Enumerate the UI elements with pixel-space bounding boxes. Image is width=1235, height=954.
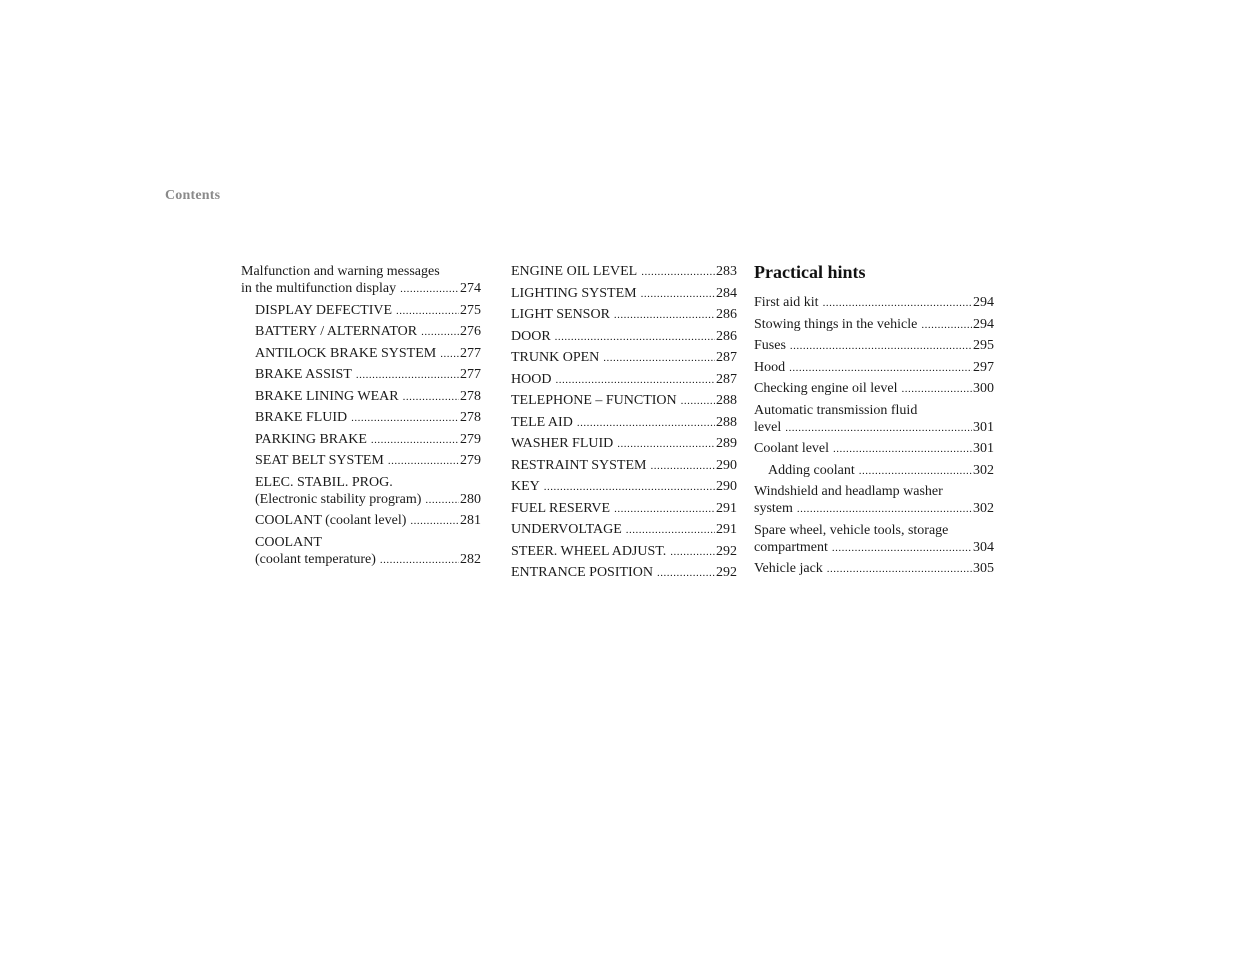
toc-entry-label: BRAKE FLUID — [255, 410, 348, 425]
toc-entry-jack[interactable] — [754, 559, 994, 579]
toc-entry-label: Windshield and headlamp washer — [754, 484, 943, 499]
toc-entry[interactable] — [511, 499, 737, 519]
toc-entry-label-cont: (Electronic stability program) — [255, 491, 422, 507]
toc-entry-label: Spare wheel, vehicle tools, storage — [754, 522, 949, 538]
toc-page-number: 295 — [973, 338, 994, 353]
toc-page-number: 290 — [716, 457, 737, 473]
toc-entry[interactable] — [511, 563, 737, 583]
toc-entry-oil[interactable] — [754, 379, 994, 399]
toc-entry-label: COOLANT (coolant level) — [255, 513, 407, 528]
toc-page-number: 275 — [460, 302, 481, 318]
toc-entry[interactable] — [511, 477, 737, 497]
toc-page-number: 301 — [973, 441, 994, 456]
toc-page-number: 284 — [716, 285, 737, 301]
toc-entry-label: First aid kit — [754, 295, 819, 310]
toc-entry-washer[interactable] — [754, 482, 994, 519]
toc-entry-label: BRAKE ASSIST — [255, 367, 352, 382]
dot-leader — [681, 393, 715, 410]
dot-leader — [785, 420, 972, 437]
toc-entry-label: ENGINE OIL LEVEL — [511, 264, 638, 279]
dot-leader — [657, 565, 715, 582]
dot-leader — [650, 458, 715, 475]
dot-leader — [425, 492, 459, 509]
toc-entry-label: LIGHT SENSOR — [511, 307, 610, 322]
toc-entry[interactable] — [511, 284, 737, 304]
toc-page-number: 304 — [973, 539, 994, 555]
toc-entry[interactable] — [511, 434, 737, 454]
toc-page-number: 292 — [716, 543, 737, 559]
toc-entry-label: ANTILOCK BRAKE SYSTEM — [255, 345, 437, 361]
toc-entry-label: TELEPHONE – FUNCTION — [511, 393, 677, 408]
toc-entry-label-cont: compartment — [754, 539, 828, 555]
toc-entry-label: Automatic transmission fluid — [754, 402, 918, 418]
toc-entry-label: Stowing things in the vehicle — [754, 316, 918, 332]
toc-page-number: 286 — [716, 328, 737, 344]
toc-entry[interactable] — [511, 542, 737, 562]
dot-leader — [859, 463, 972, 480]
toc-entry-label: Hood — [754, 359, 786, 375]
toc-entry-label: Vehicle jack — [754, 561, 823, 576]
dot-leader — [380, 552, 459, 569]
dot-leader — [603, 350, 715, 367]
toc-entry-label: ENTRANCE POSITION — [511, 565, 653, 580]
toc-page-number: 281 — [460, 513, 481, 528]
toc-entry-label: FUEL RESERVE — [511, 500, 611, 516]
dot-leader — [901, 381, 972, 398]
toc-entry-label: COOLANT — [255, 534, 322, 550]
toc-entry-label: BRAKE LINING WEAR — [255, 388, 399, 404]
toc-page-number: 286 — [716, 307, 737, 322]
toc-page-number: 279 — [460, 453, 481, 468]
toc-entry-label: HOOD — [511, 371, 552, 387]
dot-leader — [396, 303, 459, 320]
toc-entry[interactable] — [511, 391, 737, 411]
dot-leader — [790, 338, 972, 355]
dot-leader — [641, 286, 715, 303]
toc-page-number: 300 — [973, 381, 994, 396]
toc-page-number: 301 — [973, 419, 994, 435]
toc-entry-fuses[interactable] — [754, 336, 994, 356]
toc-entry[interactable] — [511, 370, 737, 390]
toc-page-number: 277 — [460, 367, 481, 382]
dot-leader — [351, 410, 459, 427]
toc-entry-stowing[interactable] — [754, 315, 994, 335]
toc-entry-label: RESTRAINT SYSTEM — [511, 457, 647, 473]
toc-entry-label: SEAT BELT SYSTEM — [255, 453, 384, 468]
toc-entry-coolant[interactable] — [754, 439, 994, 459]
toc-entry[interactable] — [241, 344, 481, 364]
toc-entry-label: ELEC. STABIL. PROG. — [255, 474, 393, 490]
toc-page-number: 274 — [460, 281, 481, 296]
toc-entry-label: STEER. WHEEL ADJUST. — [511, 543, 667, 559]
toc-page-number: 288 — [716, 393, 737, 408]
toc-page-number: 294 — [973, 316, 994, 332]
toc-entry-label: DISPLAY DEFECTIVE — [255, 302, 393, 318]
toc-entry-label: Coolant level — [754, 441, 830, 456]
toc-entry-label: TRUNK OPEN — [511, 350, 600, 365]
toc-entry[interactable] — [511, 456, 737, 476]
toc-page-number: 279 — [460, 431, 481, 447]
dot-leader — [440, 346, 459, 363]
dot-leader — [614, 307, 715, 324]
dot-leader — [577, 415, 715, 432]
toc-page-number: 291 — [716, 522, 737, 537]
toc-entry-label-cont: level — [754, 419, 782, 435]
toc-entry-label: Checking engine oil level — [754, 381, 898, 396]
dot-leader — [641, 264, 715, 281]
toc-page-number: 283 — [716, 264, 737, 279]
toc-entry[interactable] — [241, 451, 481, 471]
toc-entry[interactable] — [511, 348, 737, 368]
toc-entry-label: KEY — [511, 479, 540, 494]
dot-leader — [371, 432, 459, 449]
toc-entry[interactable] — [241, 408, 481, 428]
toc-page-number: 282 — [460, 551, 481, 567]
toc-page-number: 277 — [460, 345, 481, 361]
dot-leader — [555, 372, 715, 389]
toc-entry-label: Adding coolant — [768, 462, 855, 478]
toc-entry-label-cont: in the multifunction display — [241, 281, 397, 296]
toc-entry-label: LIGHTING SYSTEM — [511, 285, 637, 301]
dot-leader — [555, 329, 715, 346]
toc-entry[interactable] — [511, 262, 737, 282]
toc-page-number: 305 — [973, 561, 994, 576]
dot-leader — [670, 544, 715, 561]
dot-leader — [827, 561, 972, 578]
dot-leader — [921, 317, 972, 334]
toc-page-number: 288 — [716, 414, 737, 430]
toc-page-number: 302 — [973, 501, 994, 516]
toc-page-number: 278 — [460, 410, 481, 425]
toc-entry-first-aid[interactable] — [754, 293, 994, 313]
toc-entry[interactable] — [241, 387, 481, 407]
dot-leader — [356, 367, 459, 384]
dot-leader — [421, 324, 459, 341]
dot-leader — [823, 295, 972, 312]
toc-page-number: 292 — [716, 565, 737, 580]
toc-entry[interactable] — [241, 365, 481, 385]
toc-entry-esp[interactable] — [241, 473, 481, 510]
toc-entry-label: BATTERY / ALTERNATOR — [255, 324, 418, 339]
toc-entry-label: DOOR — [511, 328, 551, 344]
toc-page-number: 287 — [716, 371, 737, 387]
toc-entry[interactable] — [241, 430, 481, 450]
toc-entry-spare-wheel[interactable] — [754, 521, 994, 558]
toc-entry-coolant-level[interactable] — [241, 511, 481, 531]
toc-page-number: 290 — [716, 479, 737, 494]
toc-entry[interactable] — [241, 301, 481, 321]
dot-leader — [617, 436, 715, 453]
toc-column-3 — [754, 261, 994, 581]
dot-leader — [626, 522, 715, 539]
dot-leader — [544, 479, 715, 496]
toc-entry-adding-coolant[interactable] — [754, 461, 994, 481]
dot-leader — [833, 441, 972, 458]
toc-entry[interactable] — [511, 305, 737, 325]
toc-entry[interactable] — [241, 322, 481, 342]
dot-leader — [614, 501, 715, 518]
toc-entry-label: TELE AID — [511, 414, 573, 430]
toc-entry-label-cont: system — [754, 501, 793, 516]
dot-leader — [789, 360, 972, 377]
dot-leader — [410, 513, 459, 530]
toc-page-number: 289 — [716, 436, 737, 451]
toc-entry-malfunction-messages[interactable] — [241, 262, 481, 299]
toc-page-number: 276 — [460, 324, 481, 339]
dot-leader — [403, 389, 459, 406]
toc-page-number: 287 — [716, 350, 737, 365]
toc-entry-atf[interactable] — [754, 401, 994, 438]
toc-entry[interactable] — [511, 327, 737, 347]
toc-page-number: 297 — [973, 359, 994, 375]
toc-entry-label: UNDERVOLTAGE — [511, 522, 622, 537]
toc-page-number: 291 — [716, 500, 737, 516]
page-header: Contents — [165, 188, 221, 203]
section-heading: Practical hints — [754, 262, 866, 282]
toc-page-number: 294 — [973, 295, 994, 310]
toc-entry[interactable] — [511, 413, 737, 433]
dot-leader — [388, 453, 459, 470]
toc-entry-coolant-temp[interactable] — [241, 533, 481, 570]
dot-leader — [832, 540, 972, 557]
toc-entry-label: Fuses — [754, 338, 786, 353]
toc-entry[interactable] — [511, 520, 737, 540]
toc-entry-label-cont: (coolant temperature) — [255, 551, 376, 567]
toc-column-2 — [511, 262, 737, 585]
dot-leader — [797, 501, 972, 518]
toc-page-number: 278 — [460, 388, 481, 404]
toc-entry-hood[interactable] — [754, 358, 994, 378]
toc-entry-label: Malfunction and warning messages — [241, 264, 440, 279]
toc-entry-label: PARKING BRAKE — [255, 431, 367, 447]
toc-column-1 — [241, 262, 481, 571]
toc-page-number: 280 — [460, 491, 481, 507]
toc-page-number: 302 — [973, 462, 994, 478]
toc-entry-label: WASHER FLUID — [511, 436, 614, 451]
dot-leader — [400, 281, 459, 298]
